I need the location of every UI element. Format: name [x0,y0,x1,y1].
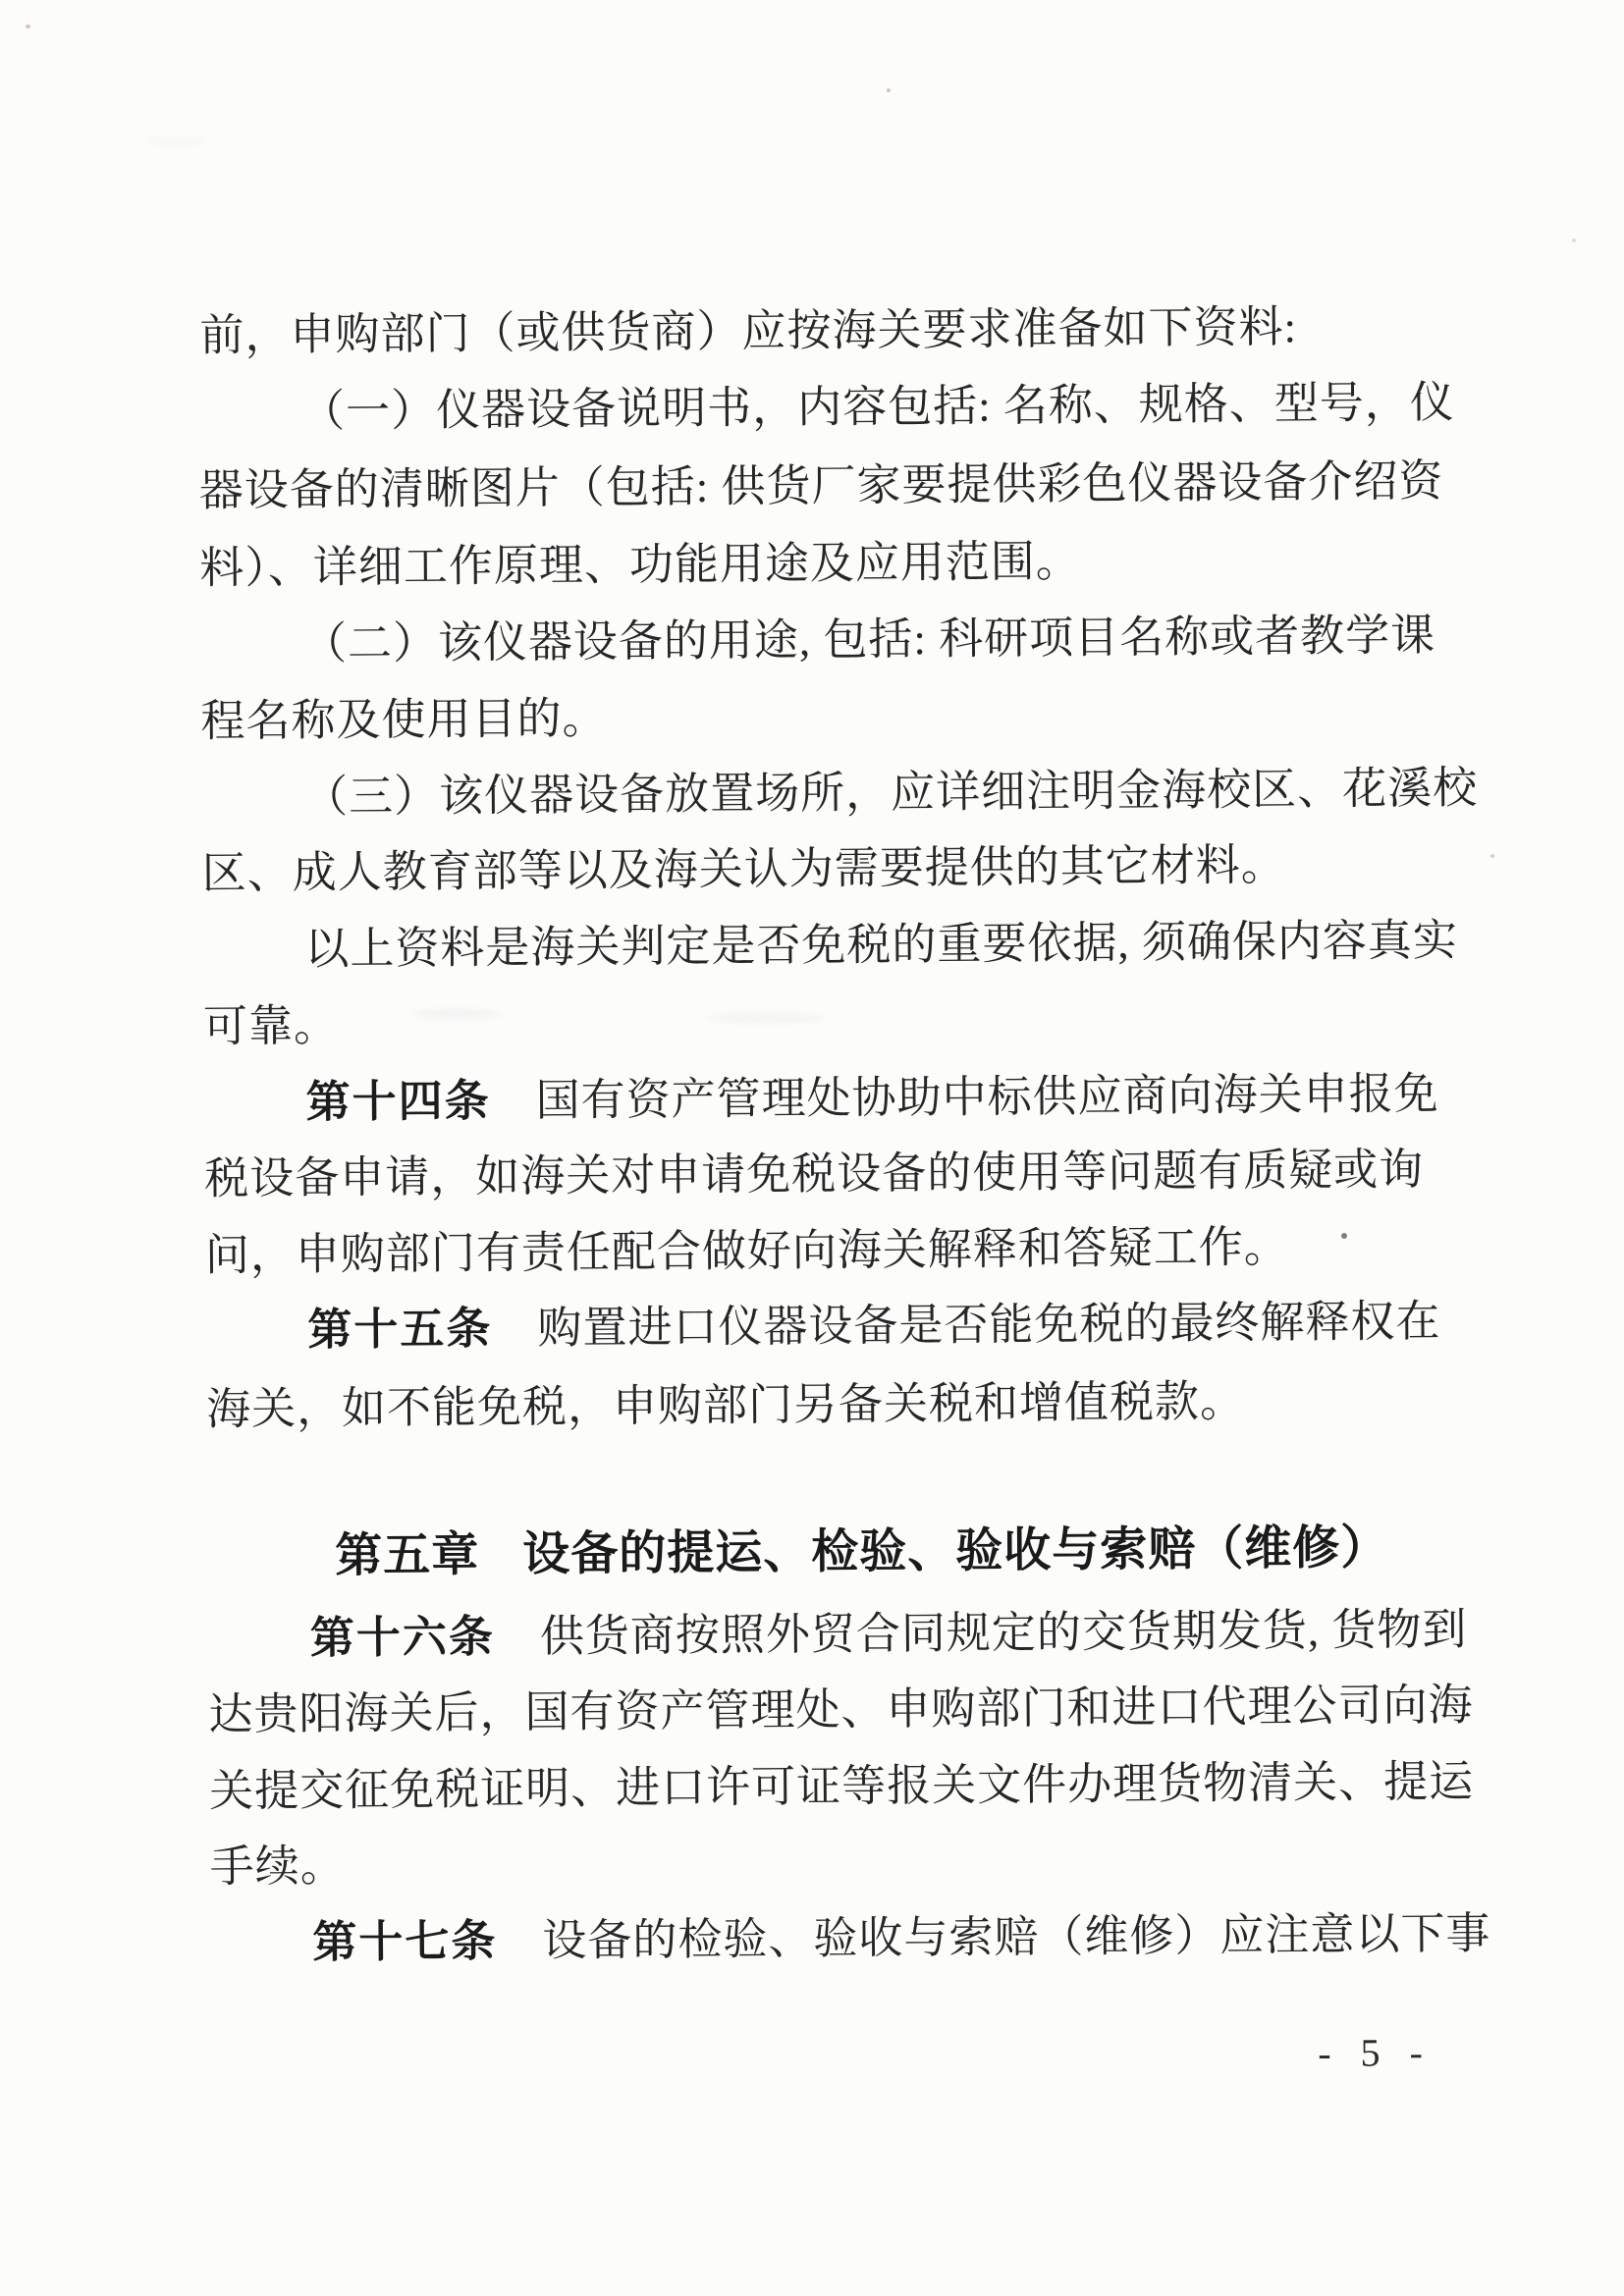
line-text: 税设备申请，如海关对申请免税设备的使用等问题有质疑或询 [204,1145,1425,1203]
line-text: 料）、详细工作原理、功能用途及应用范围。 [199,536,1082,593]
line-text: 区、成人教育部等以及海关认为需要提供的其它材料。 [201,840,1286,898]
text-line [300,378,1455,436]
article-number: 第十六条 [309,1611,496,1664]
chapter-number: 第五章 [335,1528,480,1582]
line-text: 器设备的清晰图片（包括: 供货厂家要提供彩色仪器设备介绍资 [198,455,1444,515]
text-line [209,1757,1474,1816]
article-number: 第十四条 [305,1075,491,1128]
text-line [210,1842,346,1892]
line-text: 购置进口仪器设备是否能免税的最终解释权在 [492,1296,1441,1354]
article-number: 第十七条 [312,1915,498,1968]
text-line [307,1297,1440,1355]
text-line [199,456,1444,515]
text-line [204,1145,1424,1203]
line-text: 设备的检验、验收与索赔（维修）应注意以下事 [497,1908,1491,1966]
line-text: 达贵阳海关后，国有资产管理处、申购部门和进口代理公司向海 [208,1680,1474,1739]
chapter-heading [335,1522,1388,1581]
text-line [202,840,1286,898]
chapter-title: 设备的提运、检验、验收与索赔（维修） [522,1522,1389,1581]
text-line [205,1222,1289,1280]
page-number: - 5 - [1318,2030,1434,2075]
line-text: （二）该仪器设备的用途, 包括: 科研项目名称或者教学课 [301,610,1436,669]
line-text: 可靠。 [202,1000,340,1051]
line-text: 以上资料是海关判定是否免税的重要依据, 须确保内容真实 [304,915,1459,975]
line-text: 国有资产管理处协助中标供应商向海关申报免 [490,1068,1439,1126]
text-line [305,1069,1438,1127]
line-text: （三）该仪器设备放置场所，应详细注明金海校区、花溪校 [302,763,1479,823]
text-line [302,611,1436,668]
line-text: 关提交征免税证明、进口许可证等报关文件办理货物清关、提运 [208,1756,1475,1816]
text-line [208,1681,1473,1739]
text-line [200,694,607,746]
text-line [206,1377,1245,1434]
text-line [312,1909,1490,1967]
line-text: 前，申购部门（或供货商）应按海关要求准备如下资料: [199,302,1298,360]
line-text: 供货商按照外贸合同规定的交货期发货, 货物到 [494,1604,1468,1662]
text-line [304,916,1458,974]
line-text: 问，申购部门有责任配合做好向海关解释和答疑工作。 [204,1222,1290,1280]
article-number: 第十五条 [307,1303,493,1356]
text-line [303,764,1478,822]
text-line [310,1605,1468,1663]
text-line [199,302,1297,360]
line-text: 海关，如不能免税，申购部门另备关税和增值税款。 [205,1376,1246,1434]
line-text: （一）仪器设备说明书，内容包括: 名称、规格、型号，仪 [299,377,1456,437]
text-line [199,537,1081,593]
line-text: 手续。 [209,1841,346,1892]
text-line [203,1001,339,1051]
line-text: 程名称及使用目的。 [200,693,608,746]
